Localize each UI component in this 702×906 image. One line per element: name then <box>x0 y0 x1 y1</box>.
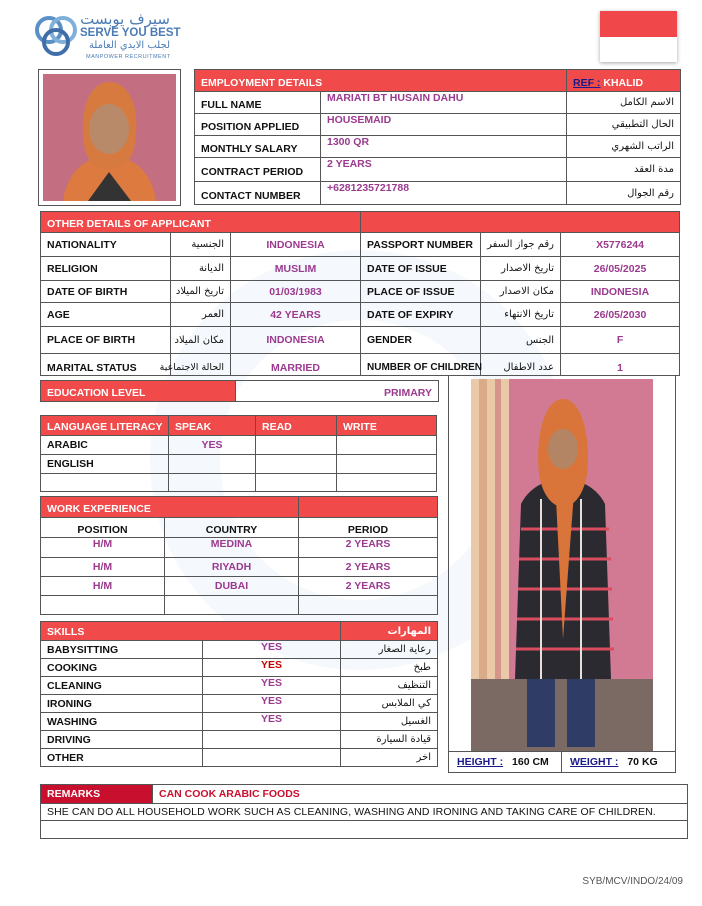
skill-arabic: رعاية الصغار <box>341 641 438 659</box>
employment-row <box>195 136 681 158</box>
work-country: MEDINA <box>165 538 299 558</box>
language-speak <box>169 455 256 474</box>
remarks-label: REMARKS <box>41 785 153 804</box>
language-read <box>256 436 337 455</box>
date-of-birth-value: 01/03/1983 <box>231 281 361 303</box>
contract-period-arabic: مدة العقد <box>567 158 681 182</box>
work-country <box>165 596 299 615</box>
weight-label: WEIGHT : <box>570 756 619 768</box>
skill-row <box>41 641 438 659</box>
marital-status-value: MARRIED <box>231 354 361 376</box>
date-of-issue-arabic: تاريخ الاصدار <box>481 257 561 281</box>
number-of-children-label: NUMBER OF CHILDREN <box>361 354 481 376</box>
other-details-header-blank <box>361 212 680 233</box>
language-write <box>337 474 437 492</box>
work-country: DUBAI <box>165 577 299 596</box>
company-logo <box>34 12 194 62</box>
full-name-label: FULL NAME <box>195 92 321 114</box>
date-of-issue-label: DATE OF ISSUE <box>361 257 481 281</box>
language-speak <box>169 474 256 492</box>
monthly-salary-label: MONTHLY SALARY <box>195 136 321 158</box>
logo-tagline: MANPOWER RECRUITMENT <box>86 54 171 60</box>
work-row <box>41 577 438 596</box>
other-details-title: OTHER DETAILS OF APPLICANT <box>41 212 361 233</box>
skill-value <box>203 731 341 749</box>
flag-red-stripe <box>600 11 677 37</box>
skill-row <box>41 677 438 695</box>
place-of-birth-label: PLACE OF BIRTH <box>41 327 171 354</box>
contract-period-label: CONTRACT PERIOD <box>195 158 321 182</box>
date-of-expiry-label: DATE OF EXPIRY <box>361 303 481 327</box>
language-name: ARABIC <box>41 436 169 455</box>
religion-value: MUSLIM <box>231 257 361 281</box>
language-name: ENGLISH <box>41 455 169 474</box>
education-label: EDUCATION LEVEL <box>41 381 236 402</box>
age-value: 42 YEARS <box>231 303 361 327</box>
date-of-expiry-value: 26/05/2030 <box>561 303 680 327</box>
place-of-issue-value: INDONESIA <box>561 281 680 303</box>
skill-value: YES <box>203 659 341 677</box>
contact-number-label: CONTACT NUMBER <box>195 182 321 205</box>
language-write <box>337 455 437 474</box>
skill-label: DRIVING <box>41 731 203 749</box>
skill-row <box>41 749 438 767</box>
weight-cell <box>562 752 675 773</box>
work-row <box>41 558 438 577</box>
position-applied-arabic: الحال التطبيقي <box>567 114 681 136</box>
work-period <box>299 596 438 615</box>
language-name <box>41 474 169 492</box>
logo-arabic: سيرف يوبست <box>80 10 170 28</box>
skill-row <box>41 659 438 677</box>
skill-label: BABYSITTING <box>41 641 203 659</box>
portrait-photo <box>43 74 176 201</box>
employment-details-title: EMPLOYMENT DETAILS <box>195 70 567 92</box>
height-value: 160 CM <box>512 756 549 768</box>
language-table <box>40 415 437 492</box>
passport-number-label: PASSPORT NUMBER <box>361 233 481 257</box>
language-literacy-header: LANGUAGE LITERACY <box>41 416 169 436</box>
document-code: SYB/MCV/INDO/24/09 <box>582 876 683 887</box>
read-header: READ <box>256 416 337 436</box>
monthly-salary-value: 1300 QR <box>321 136 567 158</box>
marital-status-label: MARITAL STATUS <box>41 354 171 376</box>
full-name-arabic: الاسم الكامل <box>567 92 681 114</box>
work-period: 2 YEARS <box>299 558 438 577</box>
skill-row <box>41 713 438 731</box>
portrait-photo-frame <box>38 69 181 206</box>
logo-english: SERVE YOU BEST <box>80 27 181 39</box>
employment-details-table <box>194 69 681 205</box>
skill-arabic: الغسيل <box>341 713 438 731</box>
employment-row <box>195 114 681 136</box>
position-applied-label: POSITION APPLIED <box>195 114 321 136</box>
skill-value: YES <box>203 695 341 713</box>
language-read <box>256 455 337 474</box>
marital-status-arabic: الحالة الاجتماعية <box>171 354 231 376</box>
logo-rings-icon <box>34 12 78 60</box>
employment-row <box>195 158 681 182</box>
details-row <box>41 303 680 327</box>
work-period: 2 YEARS <box>299 577 438 596</box>
flag-white-stripe <box>600 37 677 63</box>
skill-label: CLEANING <box>41 677 203 695</box>
work-country: RIYADH <box>165 558 299 577</box>
language-row <box>41 436 437 455</box>
passport-number-arabic: رقم جواز السفر <box>481 233 561 257</box>
skill-label: IRONING <box>41 695 203 713</box>
age-arabic: العمر <box>171 303 231 327</box>
weight-value: 70 KG <box>627 756 658 768</box>
skill-row <box>41 695 438 713</box>
height-cell <box>449 752 562 773</box>
skill-value: YES <box>203 677 341 695</box>
details-row <box>41 233 680 257</box>
skill-arabic: اخر <box>341 749 438 767</box>
work-position: H/M <box>41 577 165 596</box>
work-experience-title: WORK EXPERIENCE <box>41 497 299 518</box>
language-row <box>41 455 437 474</box>
religion-label: RELIGION <box>41 257 171 281</box>
date-of-birth-label: DATE OF BIRTH <box>41 281 171 303</box>
skill-label: OTHER <box>41 749 203 767</box>
passport-number-value: X5776244 <box>561 233 680 257</box>
place-of-birth-arabic: مكان الميلاد <box>171 327 231 354</box>
remarks-text: SHE CAN DO ALL HOUSEHOLD WORK SUCH AS CLEANING, WASHING AND IRONING AND TAKING CARE OF CHILDREN. <box>41 804 688 821</box>
work-experience-table <box>40 496 438 615</box>
write-header: WRITE <box>337 416 437 436</box>
number-of-children-arabic: عدد الاطفال <box>481 354 561 376</box>
remarks-blank-row <box>41 821 688 839</box>
work-experience-header-blank <box>299 497 438 518</box>
full-body-photo-frame <box>448 375 676 773</box>
remarks-headline: CAN COOK ARABIC FOODS <box>153 785 688 804</box>
ref-value: KHALID <box>603 76 644 89</box>
place-of-birth-value: INDONESIA <box>231 327 361 354</box>
skill-label: COOKING <box>41 659 203 677</box>
skill-value: YES <box>203 713 341 731</box>
remarks-table <box>40 784 688 839</box>
education-value: PRIMARY <box>236 381 439 402</box>
speak-header: SPEAK <box>169 416 256 436</box>
gender-label: GENDER <box>361 327 481 354</box>
details-row <box>41 257 680 281</box>
place-of-issue-label: PLACE OF ISSUE <box>361 281 481 303</box>
work-period: 2 YEARS <box>299 538 438 558</box>
language-read <box>256 474 337 492</box>
education-table <box>40 380 439 402</box>
ref-label: REF : <box>573 76 601 89</box>
nationality-value: INDONESIA <box>231 233 361 257</box>
height-label: HEIGHT : <box>457 756 504 768</box>
religion-arabic: الديانة <box>171 257 231 281</box>
nationality-arabic: الجنسية <box>171 233 231 257</box>
contract-period-value: 2 YEARS <box>321 158 567 182</box>
ref-cell <box>567 70 681 92</box>
monthly-salary-arabic: الراتب الشهري <box>567 136 681 158</box>
contact-number-value: +6281235721788 <box>321 182 567 205</box>
skill-arabic: كي الملابس <box>341 695 438 713</box>
logo-arabic-sub: لجلب الايدي العاملة <box>88 40 170 51</box>
work-position: H/M <box>41 558 165 577</box>
details-row <box>41 327 680 354</box>
skills-title: SKILLS <box>41 622 341 641</box>
employment-row <box>195 92 681 114</box>
skill-arabic: التنظيف <box>341 677 438 695</box>
skill-row <box>41 731 438 749</box>
nationality-label: NATIONALITY <box>41 233 171 257</box>
height-weight-bar <box>449 751 675 773</box>
skills-table <box>40 621 438 767</box>
skill-arabic: قيادة السيارة <box>341 731 438 749</box>
gender-arabic: الجنس <box>481 327 561 354</box>
work-row <box>41 596 438 615</box>
skill-label: WASHING <box>41 713 203 731</box>
gender-value: F <box>561 327 680 354</box>
skills-title-arabic: المهارات <box>341 622 438 641</box>
full-body-photo <box>471 379 653 751</box>
position-applied-value: HOUSEMAID <box>321 114 567 136</box>
date-of-issue-value: 26/05/2025 <box>561 257 680 281</box>
skill-value <box>203 749 341 767</box>
period-header: PERIOD <box>299 518 438 538</box>
number-of-children-value: 1 <box>561 354 680 376</box>
country-header: COUNTRY <box>165 518 299 538</box>
indonesia-flag <box>600 11 677 62</box>
language-speak: YES <box>169 436 256 455</box>
language-row <box>41 474 437 492</box>
language-write <box>337 436 437 455</box>
work-position: H/M <box>41 538 165 558</box>
employment-row <box>195 182 681 205</box>
date-of-expiry-arabic: تاريخ الانتهاء <box>481 303 561 327</box>
details-row <box>41 354 680 376</box>
contact-number-arabic: رقم الجوال <box>567 182 681 205</box>
work-position <box>41 596 165 615</box>
other-details-table <box>40 211 680 376</box>
full-name-value: MARIATI BT HUSAIN DAHU <box>321 92 567 114</box>
skill-value: YES <box>203 641 341 659</box>
position-header: POSITION <box>41 518 165 538</box>
age-label: AGE <box>41 303 171 327</box>
skill-arabic: طبخ <box>341 659 438 677</box>
place-of-issue-arabic: مكان الاصدار <box>481 281 561 303</box>
date-of-birth-arabic: تاريخ الميلاد <box>171 281 231 303</box>
work-row <box>41 538 438 558</box>
details-row <box>41 281 680 303</box>
